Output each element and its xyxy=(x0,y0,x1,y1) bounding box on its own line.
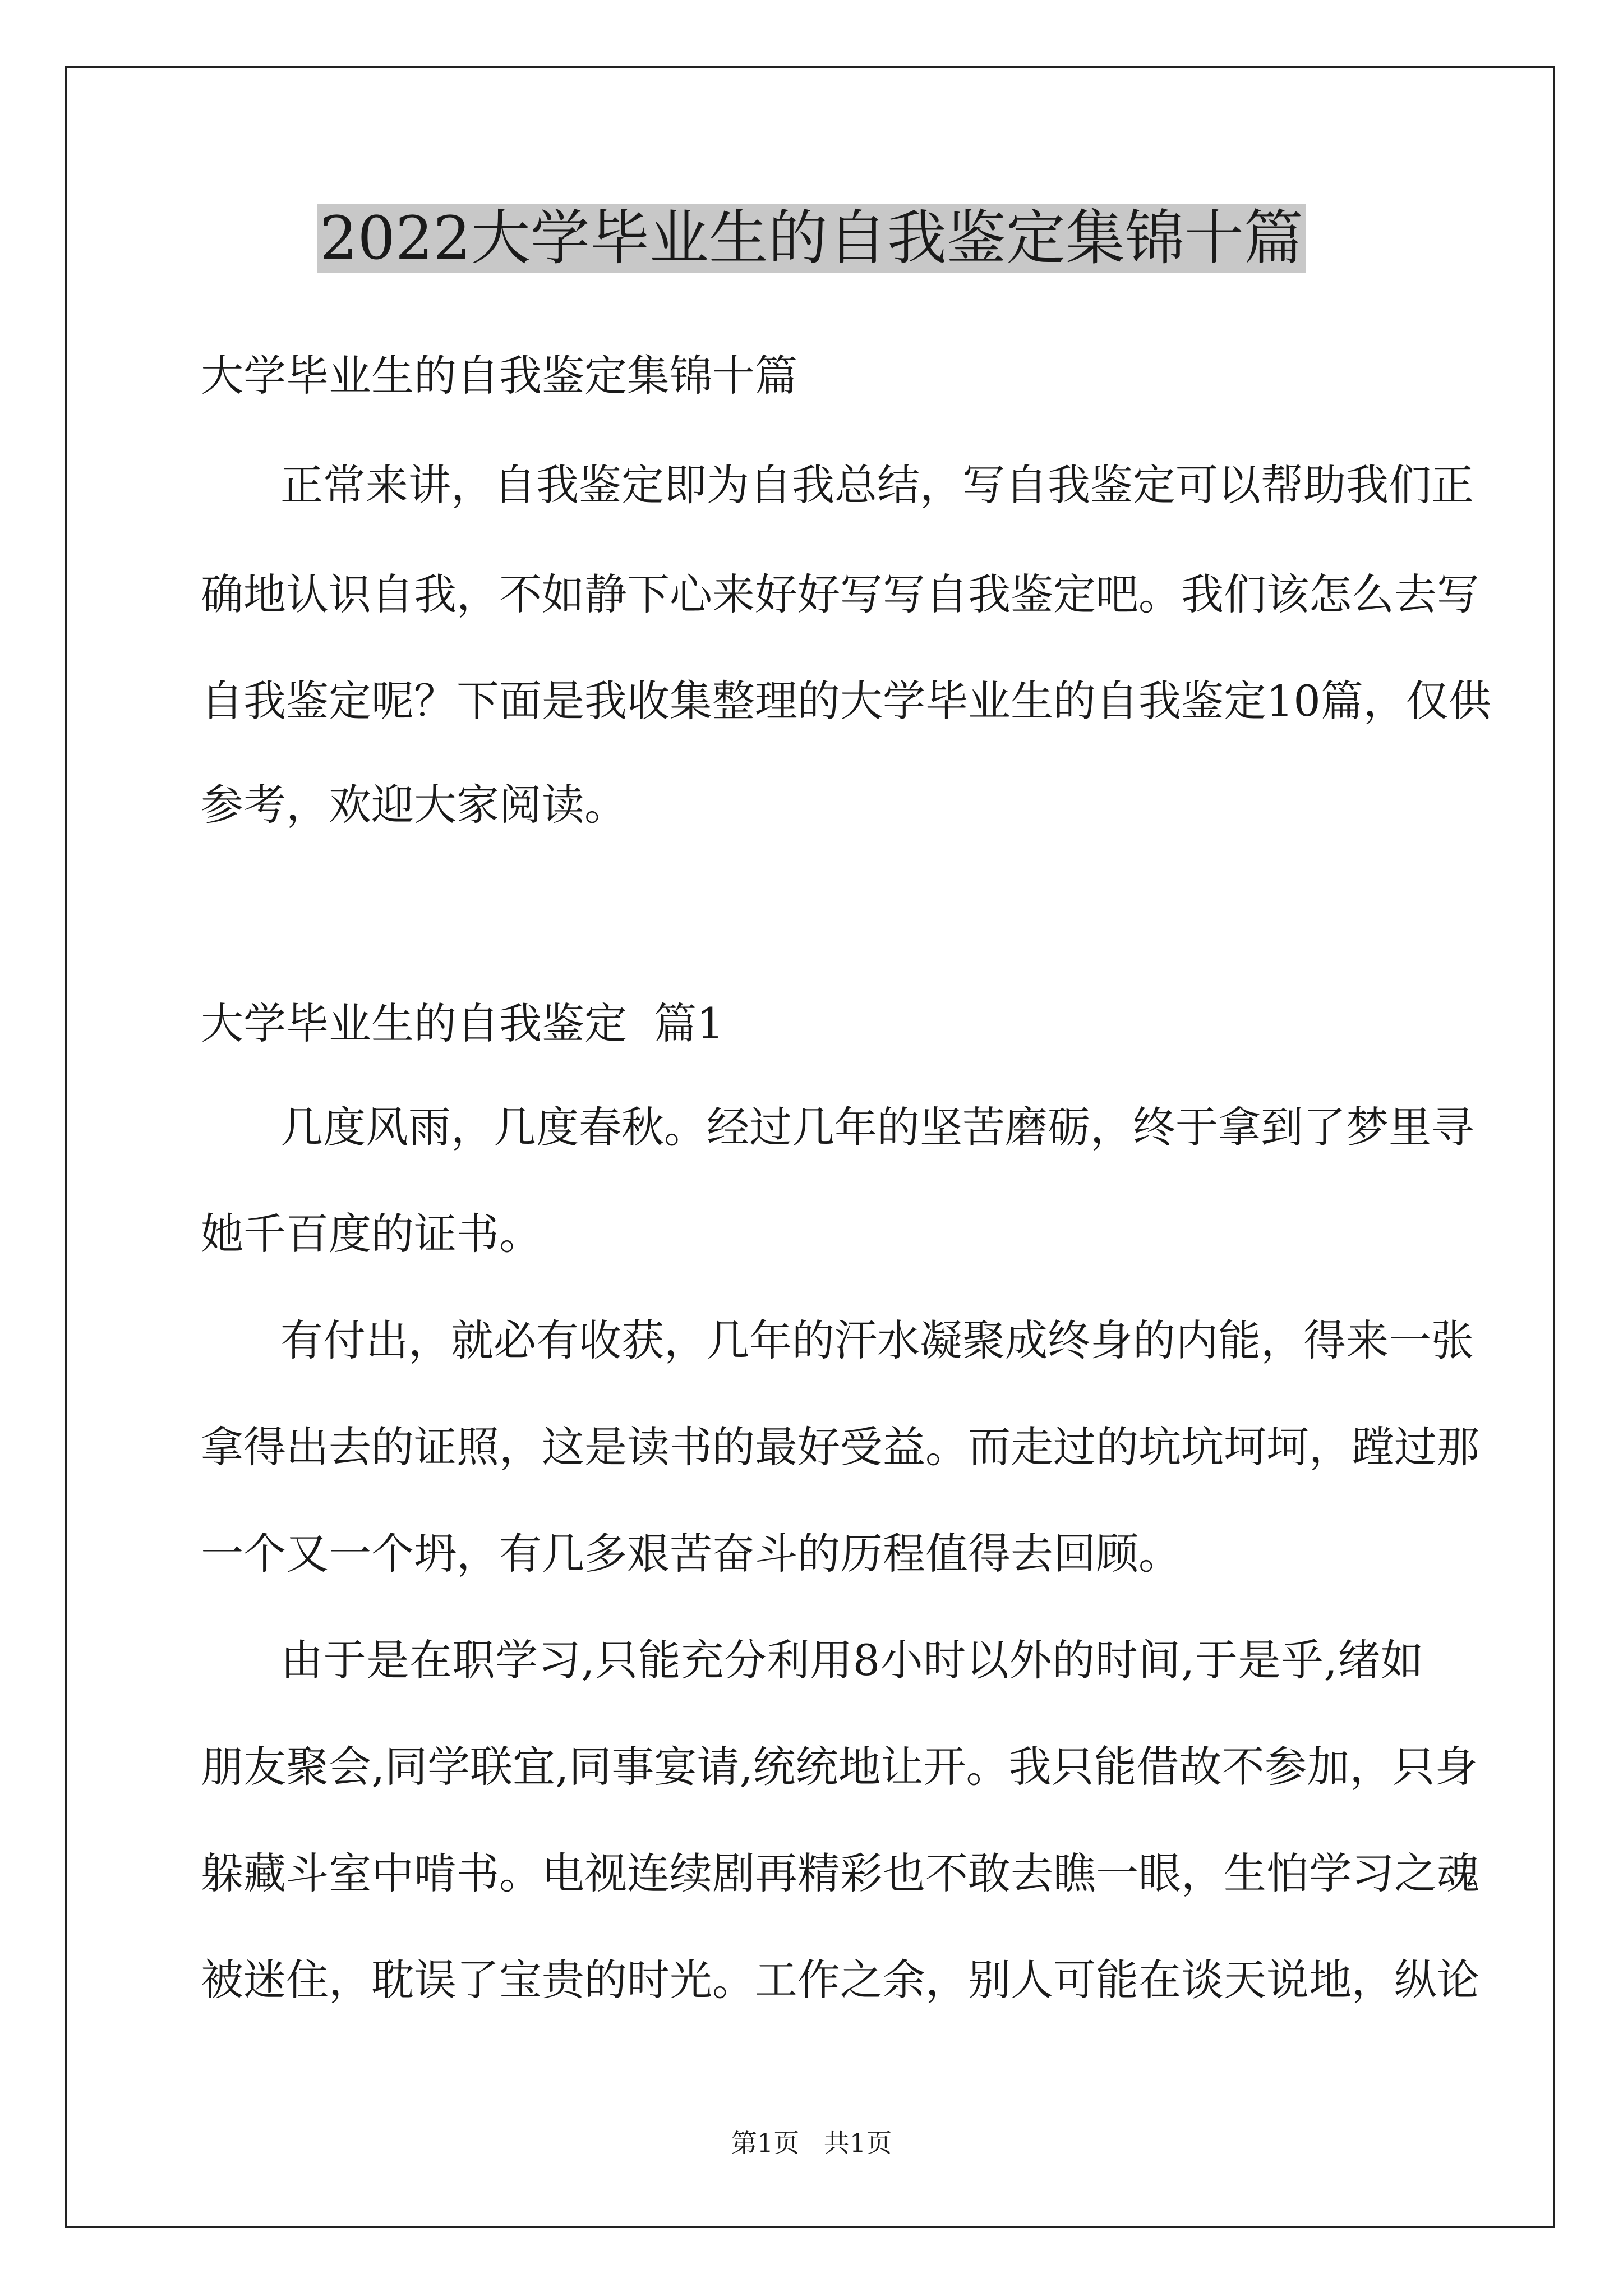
document-subtitle: 大学毕业生的自我鉴定集锦十篇 xyxy=(201,351,797,401)
document-title xyxy=(0,199,1623,278)
p2-line-1: 有付出，就必有收获，几年的汗水凝聚成终身的内能，得来一张 xyxy=(280,1315,1474,1365)
p3-line-1: 由于是在职学习,只能充分利用8小时以外的时间,于是乎,绪如 xyxy=(280,1635,1423,1685)
p3-line-3: 躲藏斗室中啃书。电视连续剧再精彩也不敢去瞧一眼，生怕学习之魂 xyxy=(201,1848,1479,1898)
intro-line-1: 正常来讲，自我鉴定即为自我总结，写自我鉴定可以帮助我们正 xyxy=(280,460,1474,510)
p3-line-4: 被迷住，耽误了宝贵的时光。工作之余，别人可能在谈天说地，纵论 xyxy=(201,1955,1479,2005)
intro-line-3: 自我鉴定呢？下面是我收集整理的大学毕业生的自我鉴定10篇，仅供 xyxy=(201,676,1491,726)
p3-line-2: 朋友聚会,同学联宜,同事宴请,统统地让开。我只能借故不参加，只身 xyxy=(201,1742,1478,1792)
page-footer: 第1页 共1页 xyxy=(731,2128,892,2158)
p1-line-1: 几度风雨，几度春秋。经过几年的坚苦磨砺，终于拿到了梦里寻 xyxy=(280,1102,1474,1152)
p2-line-2: 拿得出去的证照，这是读书的最好受益。而走过的坑坑坷坷，蹚过那 xyxy=(201,1422,1479,1472)
document-title-text: 2022大学毕业生的自我鉴定集锦十篇 xyxy=(317,204,1306,273)
p2-line-3: 一个又一个坍，有几多艰苦奋斗的历程值得去回顾。 xyxy=(201,1529,1181,1579)
intro-line-2: 确地认识自我，不如静下心来好好写写自我鉴定吧。我们该怎么去写 xyxy=(201,569,1479,619)
section-heading: 大学毕业生的自我鉴定 篇1 xyxy=(201,999,724,1048)
p1-line-2: 她千百度的证书。 xyxy=(201,1209,542,1259)
intro-line-4: 参考，欢迎大家阅读。 xyxy=(201,780,627,830)
